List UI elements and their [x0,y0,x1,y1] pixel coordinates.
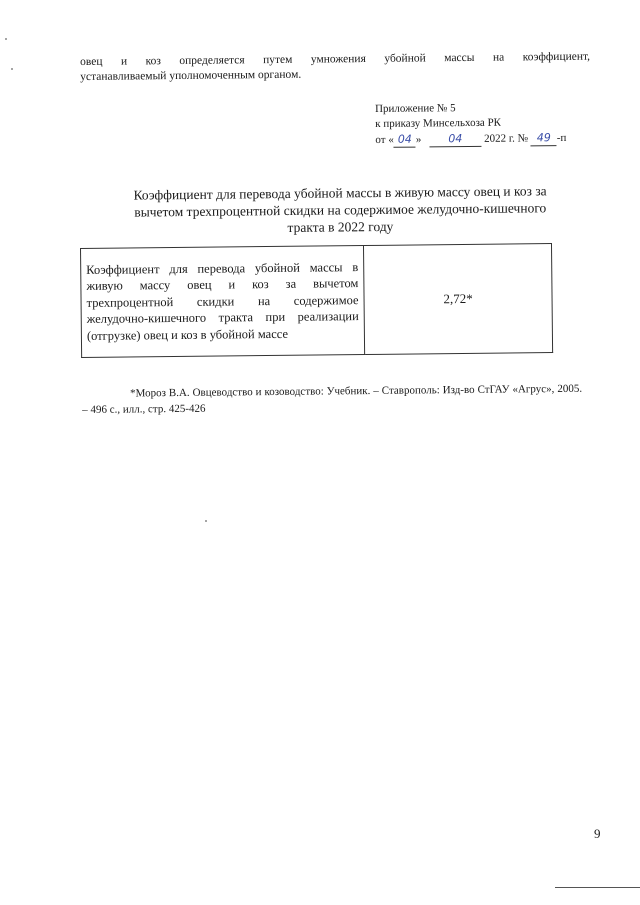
year-text: 2022 г. № [484,132,529,145]
coefficient-value-cell: 2,72* [363,244,552,355]
table-row [81,244,553,358]
title-line-2: вычетом трехпроцентной скидки на содержимое желудочно-кишечного [134,200,547,220]
order-suffix: -п [556,131,567,145]
handwritten-month: 04 [429,131,481,148]
footnote: *Мороз В.А. Овцеводство и козоводство: Учебник. – Ставрополь: Изд-во СтГАУ «Агрус», 2005. – 496 с., илл., стр. 425-426 [82,382,583,416]
scan-speck [11,68,13,70]
scan-speck [205,520,207,522]
intro-line-2: устанавливаемый уполномоченным органом. [80,68,302,83]
document-title [95,182,586,238]
appendix-title: Приложение № 5 [375,102,456,115]
coefficient-description-cell: Коэффициент для перевода убойной массы в живую массу овец и коз за вычетом трехпроцентной скидки на содержимое желудочно-кишечного тракта при реализации (отгрузке) овец и коз в убойной массе [81,246,365,358]
date-mid: » [415,133,422,146]
handwritten-day: 04 [394,132,416,148]
intro-line-1: овец и коз определяется путем умножения убойной массы на коэффициент, [80,50,591,68]
coefficient-table [80,243,553,358]
appendix-header [375,100,566,148]
intro-paragraph [80,50,590,85]
page-number: 9 [594,826,601,841]
date-prefix: от « [375,133,394,146]
scan-speck [5,38,7,40]
title-line-1: Коэффициент для перевода убойной массы в живую массу овец и коз за [133,183,547,203]
handwritten-order-number: 49 [531,130,557,146]
appendix-date-line [375,130,566,148]
title-line-3: тракта в 2022 году [287,218,394,235]
bottom-rule [555,887,640,888]
appendix-order-ref: к приказу Минсельхоза РК [375,116,502,130]
